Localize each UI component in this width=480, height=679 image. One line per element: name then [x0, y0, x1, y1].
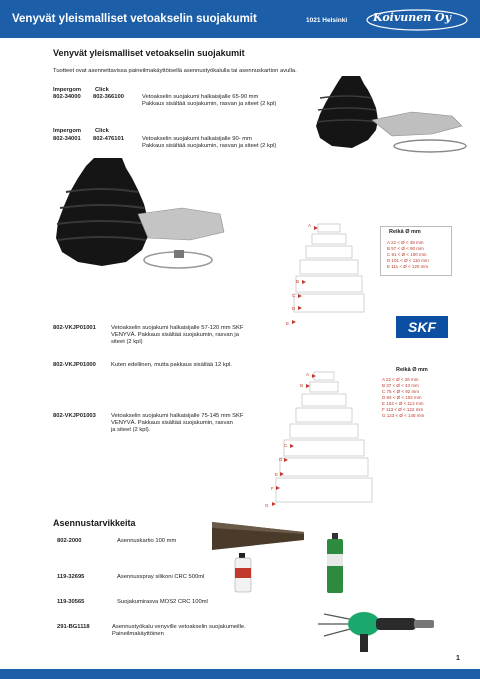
skf-logo: SKF: [396, 316, 448, 338]
size-table-row: F 113 < Ø < 122 mm: [382, 407, 424, 412]
diagram-label: E: [275, 472, 279, 477]
product-code: 802-366100: [93, 94, 124, 100]
page-footer: [0, 669, 480, 679]
air-tool-image: [314, 598, 438, 658]
header-location: 1021 Helsinki: [306, 17, 348, 24]
product-desc: VENYVÄ. Pakkaus sisältää suojakumin, rasvan: [111, 420, 233, 426]
spray-can-image: [232, 552, 254, 594]
product-desc: Pakkaus sisältää suojakumin, rasvan ja siteet (2 kpl): [142, 101, 277, 107]
product-desc: Vetoakselin suojakumi halkaisijalle 65-90 mm: [142, 94, 259, 100]
grease-can-image: [323, 532, 347, 594]
brand-col1: Impergom: [53, 128, 82, 134]
product-code: 802-VKJP01003: [53, 413, 96, 419]
diagram-label: D: [279, 457, 283, 462]
accessory-desc: Asennustyökalu venyville vetoakselin suojakumeille.: [112, 624, 246, 630]
size-table-row: B 57 < Ø < 90 mm: [387, 246, 424, 251]
size-table-row: G 123 < Ø < 145 mm: [382, 413, 425, 418]
size-table-row: D 101 < Ø < 110 mm: [387, 258, 429, 263]
accessory-desc: Asennusspray silikoni CRC 500ml: [117, 574, 205, 580]
size-table-title: Reikä Ø mm: [389, 229, 421, 235]
product-desc: Vetoakselin suojakumi halkaisijalle 75-145 mm SKF: [111, 413, 244, 419]
size-table-row: E 111 < Ø < 120 mm: [387, 264, 429, 269]
product-desc: VENYVÄ. Pakkaus sisältää suojakumin, rasvan ja: [111, 332, 239, 338]
brand-col1: Impergom: [53, 87, 82, 93]
product-desc: Vetoakselin suojakumi halkaisijalle 90- mm: [142, 136, 252, 142]
mounting-cone-image: [208, 518, 308, 554]
size-table: [380, 226, 452, 276]
size-table-row: C 91 < Ø < 100 mm: [387, 252, 427, 257]
diagram-label: E: [286, 321, 290, 326]
size-table-row: A 22 < Ø < 26 mm: [382, 377, 419, 382]
brand-col2: Click: [95, 87, 109, 93]
size-table-title: Reikä Ø mm: [396, 367, 428, 373]
company-logo-text: Koivunen Oy: [373, 11, 452, 24]
accessory-desc: Paineilmakäyttöinen: [112, 631, 164, 637]
header-title: Venyvät yleismalliset vetoakselin suojakumit: [12, 13, 257, 25]
diagram-label: B: [300, 383, 304, 388]
size-table-row: B 37 < Ø < 43 mm: [382, 383, 419, 388]
product-desc: ja siteet (2 kpl).: [111, 427, 151, 433]
product-code: 802-VKJP01001: [53, 325, 96, 331]
diagram-label: A: [306, 372, 310, 377]
product-desc: Pakkaus sisältää suojakumin, rasvan ja siteet (2 kpl): [142, 143, 277, 149]
accessory-desc: Asennuskartio 100 mm: [117, 538, 177, 544]
brand-col2: Click: [95, 128, 109, 134]
product-code: 802-476101: [93, 136, 124, 142]
size-table-row: A 22 < Ø < 39 mm: [387, 240, 424, 245]
page-header: [0, 0, 480, 38]
product-code: 802-34001: [53, 136, 81, 142]
accessory-code: 291-BG1118: [57, 624, 90, 630]
diagram-label: B: [296, 279, 300, 284]
accessory-code: 119-30565: [57, 599, 85, 605]
cv-boot-image: [312, 68, 472, 160]
size-table-row: D 93 < Ø < 102 mm: [382, 395, 422, 400]
diagram-label: C: [292, 293, 296, 298]
size-table-row: E 103 < Ø < 112 mm: [382, 401, 424, 406]
accessory-desc: Suojakumirasva MOS2 CRC 100ml: [117, 599, 208, 605]
product-desc: Kuten edellinen, mutta pakkaus sisältää 12 kpl.: [111, 362, 232, 368]
section-title: Venyvät yleismalliset vetoakselin suojakumit: [53, 48, 245, 58]
diagram-label: G: [265, 503, 269, 508]
product-code: 802-34000: [53, 94, 81, 100]
intro-text: Tuotteet ovat asennettavissa paineilmakäyttöisellä asennustyökalulla tai asennuskartion avulla.: [53, 68, 297, 74]
product-code: 802-VKJP01000: [53, 362, 96, 368]
accessories-title: Asennustarvikkeita: [53, 518, 136, 528]
accessory-code: 802-2000: [57, 538, 82, 544]
boot-size-diagram-2: [270, 368, 378, 510]
page-number: 1: [456, 655, 460, 662]
accessory-code: 119-32695: [57, 574, 85, 580]
boot-size-diagram: [288, 218, 376, 330]
product-desc: siteet (2 kpl): [111, 339, 143, 345]
diagram-label: C: [284, 443, 288, 448]
size-table-row: C 75 < Ø < 92 mm: [382, 389, 420, 394]
diagram-label: A: [308, 223, 312, 228]
size-table-2: [380, 368, 452, 424]
product-desc: Vetoakselin suojakumi halkaisijalle 57-120 mm SKF: [111, 325, 244, 331]
cv-boot-image-large: [52, 152, 227, 282]
diagram-label: D: [292, 306, 296, 311]
diagram-label: F: [271, 486, 274, 491]
